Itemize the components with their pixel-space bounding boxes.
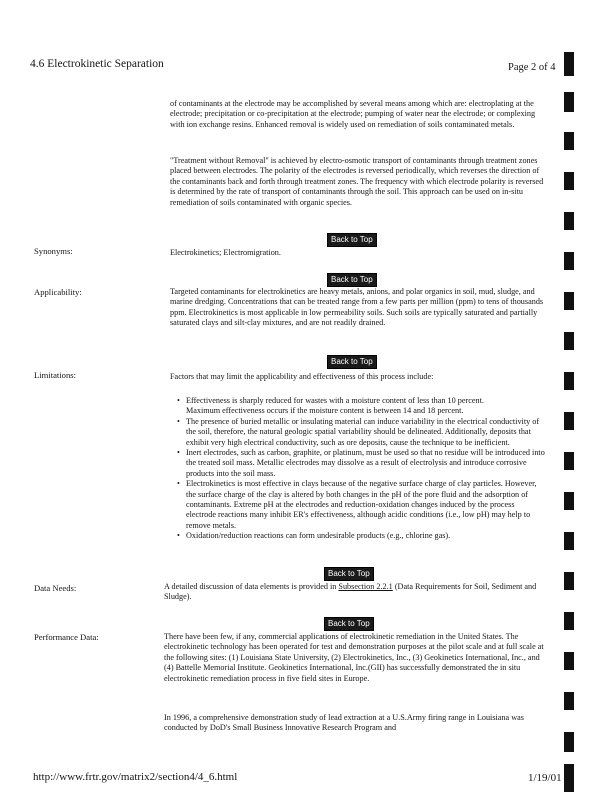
scan-mark bbox=[564, 572, 574, 590]
footer-url: http://www.frtr.gov/matrix2/section4/4_6.html bbox=[33, 771, 238, 783]
subsection-link[interactable]: Subsection 2.2.1 bbox=[338, 582, 393, 591]
scan-mark bbox=[564, 372, 574, 390]
performance-paragraph-2: In 1996, a comprehensive demonstration study of lead extraction at a U.S.Army firing range in Louisiana was conducted by DoD's Small Business Innovative Research Program and bbox=[164, 713, 524, 733]
scan-mark bbox=[564, 612, 574, 630]
scan-mark bbox=[564, 732, 574, 752]
data-needs-label: Data Needs: bbox=[34, 583, 77, 593]
scan-mark bbox=[564, 52, 574, 76]
scan-mark bbox=[564, 292, 574, 310]
data-needs-text bbox=[164, 582, 546, 603]
back-to-top-button[interactable]: Back to Top bbox=[327, 355, 377, 369]
scan-mark bbox=[564, 532, 574, 550]
list-item: • Electrokinetics is most effective in clays because of the negative surface charge of clay particles. However, the surface charge of the clay is altered by both changes in the pH of the pore fluid and the adsorption of contaminants. Extreme pH at the electrodes and reduction-oxidation changes induced by the process electrode reactions many inhibit ER's effectiveness, although acidic conditions (i.e., low pH) may help to remove metals. bbox=[176, 479, 546, 531]
list-item: • Oxidation/reduction reactions can form undesirable products (e.g., chlorine gas). bbox=[176, 531, 546, 541]
limitations-intro: Factors that may limit the applicability and effectiveness of this process include: bbox=[170, 372, 434, 381]
data-needs-text-after: (Data Requirements for Soil, Sediment and Sludge). bbox=[164, 582, 537, 602]
scan-mark bbox=[564, 452, 574, 470]
applicability-label: Applicability: bbox=[34, 287, 82, 297]
back-to-top-button[interactable]: Back to Top bbox=[324, 617, 374, 631]
scan-mark bbox=[564, 92, 574, 112]
scan-mark bbox=[564, 492, 574, 510]
applicability-text: Targeted contaminants for electrokinetics are heavy metals, anions, and polar organics in soil, mud, sludge, and marine dredging. Concentrations that can be treated range from a few parts per million (ppm) to tens of thousands ppm. Electrokinetics is most applicable in low permeability soils. Such soils are typically saturated and partially saturated clays and silt-clay mixtures, and are not readily drained. bbox=[170, 287, 544, 328]
back-to-top-button[interactable]: Back to Top bbox=[327, 273, 377, 287]
synonyms-label: Synonyms: bbox=[34, 246, 73, 256]
back-to-top-button[interactable]: Back to Top bbox=[324, 567, 374, 581]
list-item: • The presence of buried metallic or insulating material can induce variability in the electrical conductivity of the soil, therefore, the natural geologic spatial variability should be delineated. Additionally, deposits that exhibit very high electrical conductivity, such as ore deposits, cause the technique to be inefficient. bbox=[176, 417, 546, 448]
scan-mark bbox=[564, 252, 574, 270]
back-to-top-button[interactable]: Back to Top bbox=[327, 233, 377, 247]
list-item: • Inert electrodes, such as carbon, graphite, or platinum, must be used so that no residue will be introduced into the treated soil mass. Metallic electrodes may dissolve as a result of electrolysis and introduce corrosive products into the soil mass. bbox=[176, 448, 546, 479]
limitations-label: Limitations: bbox=[34, 370, 77, 380]
scan-mark bbox=[564, 764, 574, 792]
performance-label: Performance Data: bbox=[34, 632, 99, 642]
page-title: 4.6 Electrokinetic Separation bbox=[30, 58, 164, 70]
limitations-list bbox=[176, 396, 546, 542]
scan-mark bbox=[564, 332, 574, 350]
performance-paragraph-1: There have been few, if any, commercial applications of electrokinetic remediation in the United States. The electrokinetic technology has been operated for test and demonstration purposes at the pilot scale and at full scale at the following sites: (1) Louisiana State University, (2) Electrokinetics, Inc., (3) Geokinetics International, Inc., and (4) Battelle Memorial Institute. Geokinetics International, Inc.(GII) has successfully demonstrated the in situ electrokinetic remediation process in five field sites in Europe. bbox=[164, 632, 544, 683]
page-number: Page 2 of 4 bbox=[508, 62, 556, 73]
data-needs-text-before: A detailed discussion of data elements is provided in bbox=[164, 582, 339, 591]
scan-mark bbox=[564, 692, 574, 710]
intro-paragraph-2: "Treatment without Removal" is achieved by electro-osmotic transport of contaminants through treatment zones placed between electrodes. The polarity of the electrodes is reversed periodically, which reverses the direction of the contaminants back and forth through treatment zones. The frequency with which electrode polarity is reversed is determined by the rate of transport of contaminants through the soil. This approach can be used on in-situ remediation of soils contaminated with organic species. bbox=[170, 156, 544, 207]
scan-mark bbox=[564, 652, 574, 670]
scan-mark bbox=[564, 412, 574, 430]
intro-paragraph-1: of contaminants at the electrode may be accomplished by several means among which are: electroplating at the electrode; precipitation or co-precipitation at the electrode; pumping of water near the electrode; or complexing with ion exchange resins. Enhanced removal is widely used on remediation of soils contaminated metals. bbox=[170, 99, 536, 129]
scan-mark bbox=[564, 212, 574, 230]
list-item: Maximum effectiveness occurs if the moisture content is between 14 and 18 percent. bbox=[186, 406, 464, 416]
list-item: • Effectiveness is sharply reduced for wastes with a moisture content of less than 10 percent. bbox=[176, 396, 546, 406]
footer-date: 1/19/01 bbox=[528, 772, 562, 784]
synonyms-text: Electrokinetics; Electromigration. bbox=[170, 248, 281, 257]
scan-mark bbox=[564, 132, 574, 150]
scan-mark bbox=[564, 172, 574, 190]
